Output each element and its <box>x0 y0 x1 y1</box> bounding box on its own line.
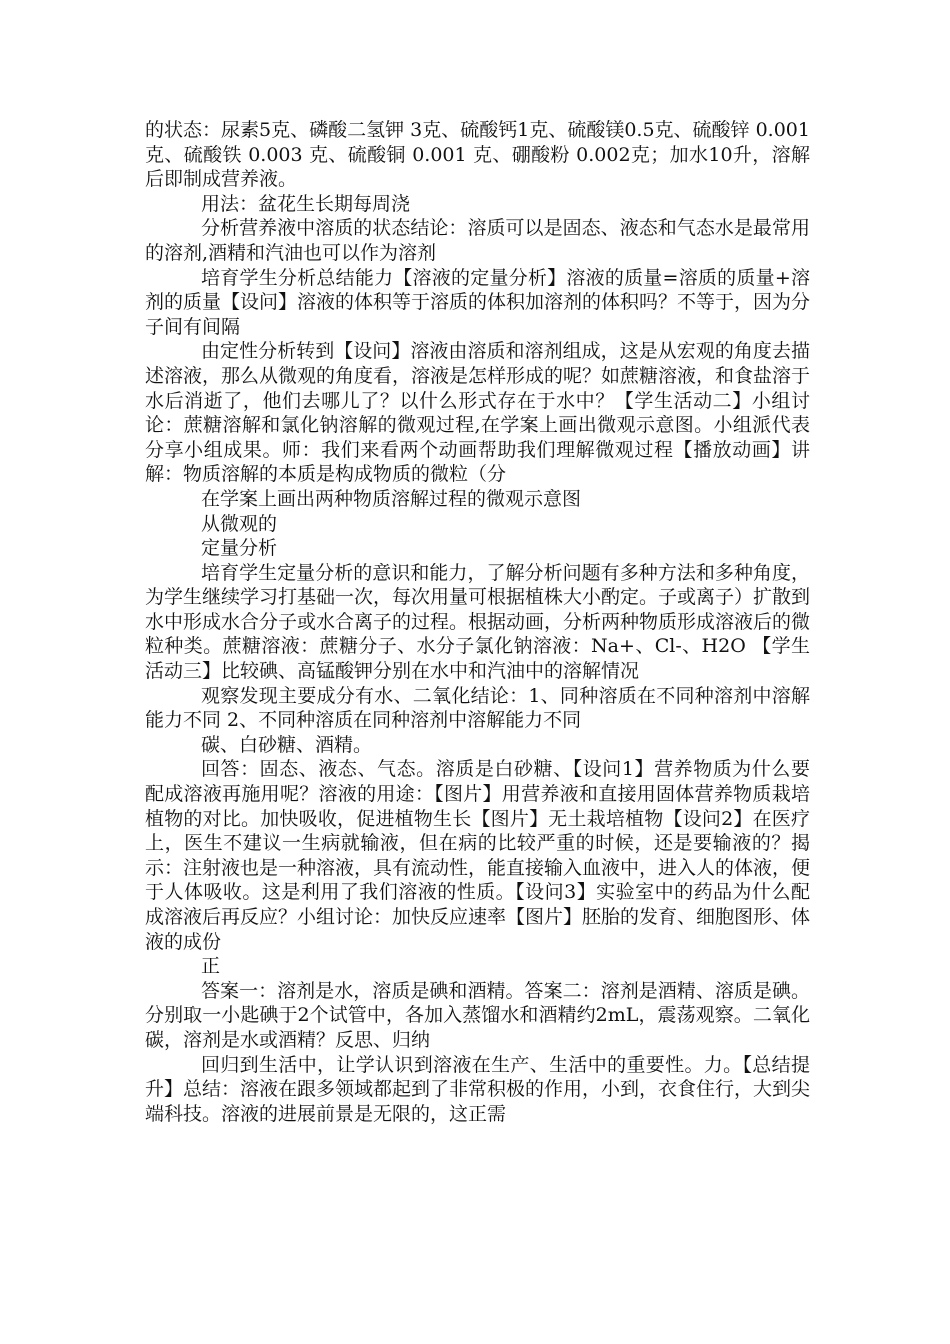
paragraph-9: 培育学生定量分析的意识和能力，了解分析问题有多种方法和多种角度，为学生继续学习打基础一次，每次用量可根据植株大小酌定。子或离子）扩散到水中形成水合分子或水合离子的过程。根据动画，分析两种物质形成溶液后的微粒种类。蔗糖溶液：蔗糖分子、水分子氯化钠溶液：Na+、Cl-、H2O 【学生活动三】比较碘、高锰酸钾分别在水中和汽油中的溶解情况 <box>145 561 811 683</box>
document-page <box>145 118 810 1126</box>
paragraph-14: 答案一：溶剂是水，溶质是碘和酒精。答案二：溶剂是酒精、溶质是碘。分别取一小匙碘于2个试管中，各加入蒸馏水和酒精约2mL，震荡观察。二氧化碳，溶剂是水或酒精？反思、归纳 <box>145 979 810 1051</box>
paragraph-1: 的状态：尿素5克、磷酸二氢钾 3克、硫酸钙1克、硫酸镁0.5克、硫酸锌 0.001 克、硫酸铁 0.003 克、硫酸铜 0.001 克、硼酸粉 0.002克；加水10升，溶解后即制成营养液。 <box>145 119 810 191</box>
paragraph-10: 观察发现主要成分有水、二氧化结论：1、同种溶质在不同种溶剂中溶解能力不同 2、不同种溶质在同种溶剂中溶解能力不同 <box>145 684 810 732</box>
paragraph-5: 由定性分析转到【设问】溶液由溶质和溶剂组成，这是从宏观的角度去描述溶液，那么从微观的角度看，溶液是怎样形成的呢？如蔗糖溶液，和食盐溶于水后消逝了，他们去哪儿了？以什么形式存在于水中？【学生活动二】小组讨论：蔗糖溶解和氯化钠溶解的微观过程,在学案上画出微观示意图。小组派代表分享小组成果。师：我们来看两个动画帮助我们理解微观过程【播放动画】讲解：物质溶解的本质是构成物质的微粒（分 <box>145 340 811 486</box>
paragraph-6: 在学案上画出两种物质溶解过程的微观示意图 <box>201 487 582 510</box>
paragraph-2: 用法：盆花生长期每周浇 <box>201 192 411 215</box>
paragraph-15: 回归到生活中，让学认识到溶液在生产、生活中的重要性。力。【总结提升】总结：溶液在跟多领域都起到了非常积极的作用，小到，衣食住行，大到尖端科技。溶液的进展前景是无限的，这正需 <box>145 1053 811 1125</box>
paragraph-13: 正 <box>201 955 221 978</box>
paragraph-12: 回答：固态、液态、气态。溶质是白砂糖、【设问1】营养物质为什么要配成溶液再施用呢？溶液的用途：【图片】用营养液和直接用固体营养物质栽培植物的对比。加快吸收，促进植物生长【图片】无土栽培植物【设问2】在医疗上，医生不建议一生病就输液，但在病的比较严重的时候，还是要输液的？揭示：注射液也是一种溶液，具有流动性，能直接输入血液中，进入人的体液，便于人体吸收。这是利用了我们溶液的性质。【设问3】实验室中的药品为什么配成溶液后再反应？小组讨论：加快反应速率【图片】胚胎的发育、细胞图形、体液的成份 <box>145 758 811 953</box>
paragraph-11: 碳、白砂糖、酒精。 <box>201 733 373 756</box>
paragraph-7: 从微观的 <box>201 512 278 535</box>
paragraph-8: 定量分析 <box>201 537 278 560</box>
paragraph-3: 分析营养液中溶质的状态结论：溶质可以是固态、液态和气态水是最常用的溶剂,酒精和汽油也可以作为溶剂 <box>145 217 810 264</box>
paragraph-4: 培育学生分析总结能力【溶液的定量分析】溶液的质量=溶质的质量+溶剂的质量【设问】溶液的体积等于溶质的体积加溶剂的体积吗？不等于，因为分子间有间隔 <box>145 266 811 338</box>
